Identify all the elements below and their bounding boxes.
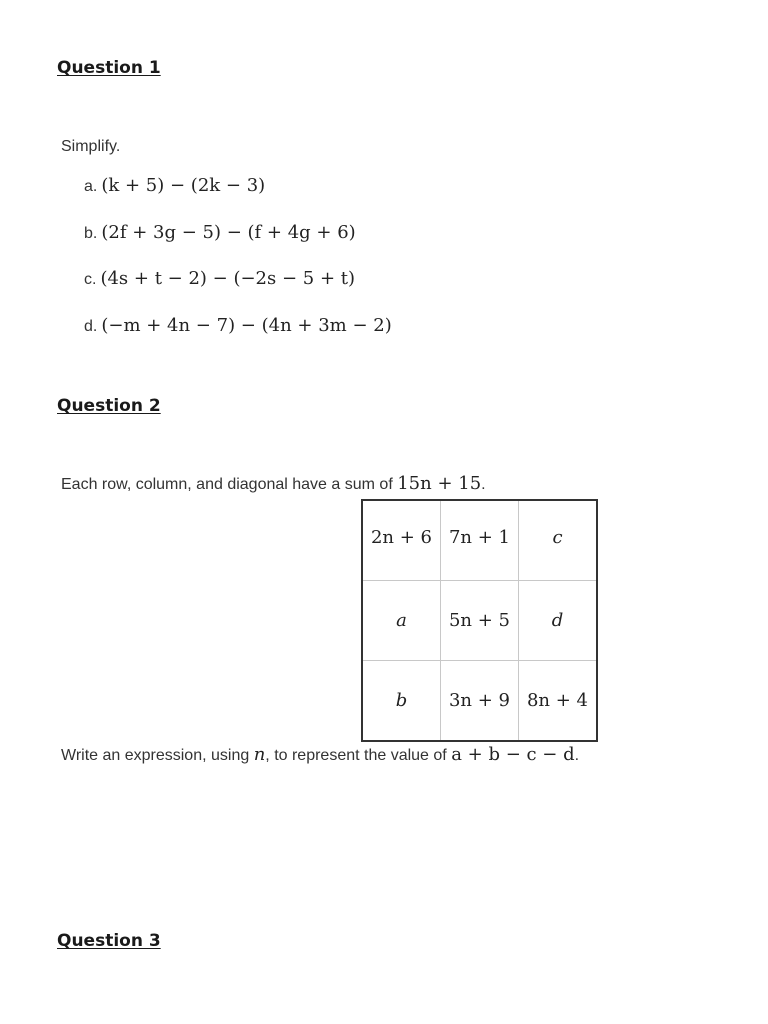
- item-label: b.: [84, 225, 98, 242]
- grid-cell: 2n + 6: [362, 500, 441, 581]
- prompt-expression: a + b − c − d: [451, 744, 575, 765]
- q1-item-c: [84, 267, 355, 289]
- q1-instruction: Simplify.: [61, 138, 121, 155]
- item-expression: (−m + 4n − 7) − (4n + 3m − 2): [101, 315, 392, 336]
- grid-cell: b: [362, 661, 441, 742]
- q1-item-b: [84, 221, 356, 243]
- item-expression: (4s + t − 2) − (−2s − 5 + t): [100, 268, 356, 289]
- intro-period: .: [481, 476, 486, 493]
- grid-cell: c: [519, 500, 598, 581]
- grid-cell: 7n + 1: [441, 500, 519, 581]
- question-2-heading: Question 2: [57, 396, 161, 416]
- item-expression: (k + 5) − (2k − 3): [101, 175, 266, 196]
- prompt-period: .: [574, 747, 580, 764]
- q2-prompt: [61, 744, 579, 765]
- grid-row: [362, 581, 597, 661]
- prompt-text: , to represent the value of: [265, 747, 447, 764]
- grid-cell: d: [519, 581, 598, 661]
- prompt-variable: n: [253, 744, 266, 765]
- intro-expression: 15n + 15: [397, 473, 482, 494]
- grid-cell: 3n + 9: [441, 661, 519, 742]
- grid-cell: 8n + 4: [519, 661, 598, 742]
- prompt-text: Write an expression, using: [61, 747, 250, 764]
- grid-cell: a: [362, 581, 441, 661]
- intro-text: Each row, column, and diagonal have a sum of: [61, 476, 393, 493]
- grid-row: [362, 500, 597, 581]
- item-label: a.: [84, 178, 98, 195]
- item-label: c.: [84, 271, 97, 288]
- q1-item-d: [84, 314, 392, 336]
- q2-intro: [61, 473, 486, 494]
- magic-square-grid: [361, 499, 598, 742]
- grid-row: [362, 661, 597, 742]
- item-label: d.: [84, 318, 98, 335]
- question-1-heading: Question 1: [57, 58, 161, 78]
- grid-cell: 5n + 5: [441, 581, 519, 661]
- q1-item-a: [84, 174, 265, 196]
- question-3-heading: Question 3: [57, 931, 161, 951]
- item-expression: (2f + 3g − 5) − (f + 4g + 6): [101, 222, 356, 243]
